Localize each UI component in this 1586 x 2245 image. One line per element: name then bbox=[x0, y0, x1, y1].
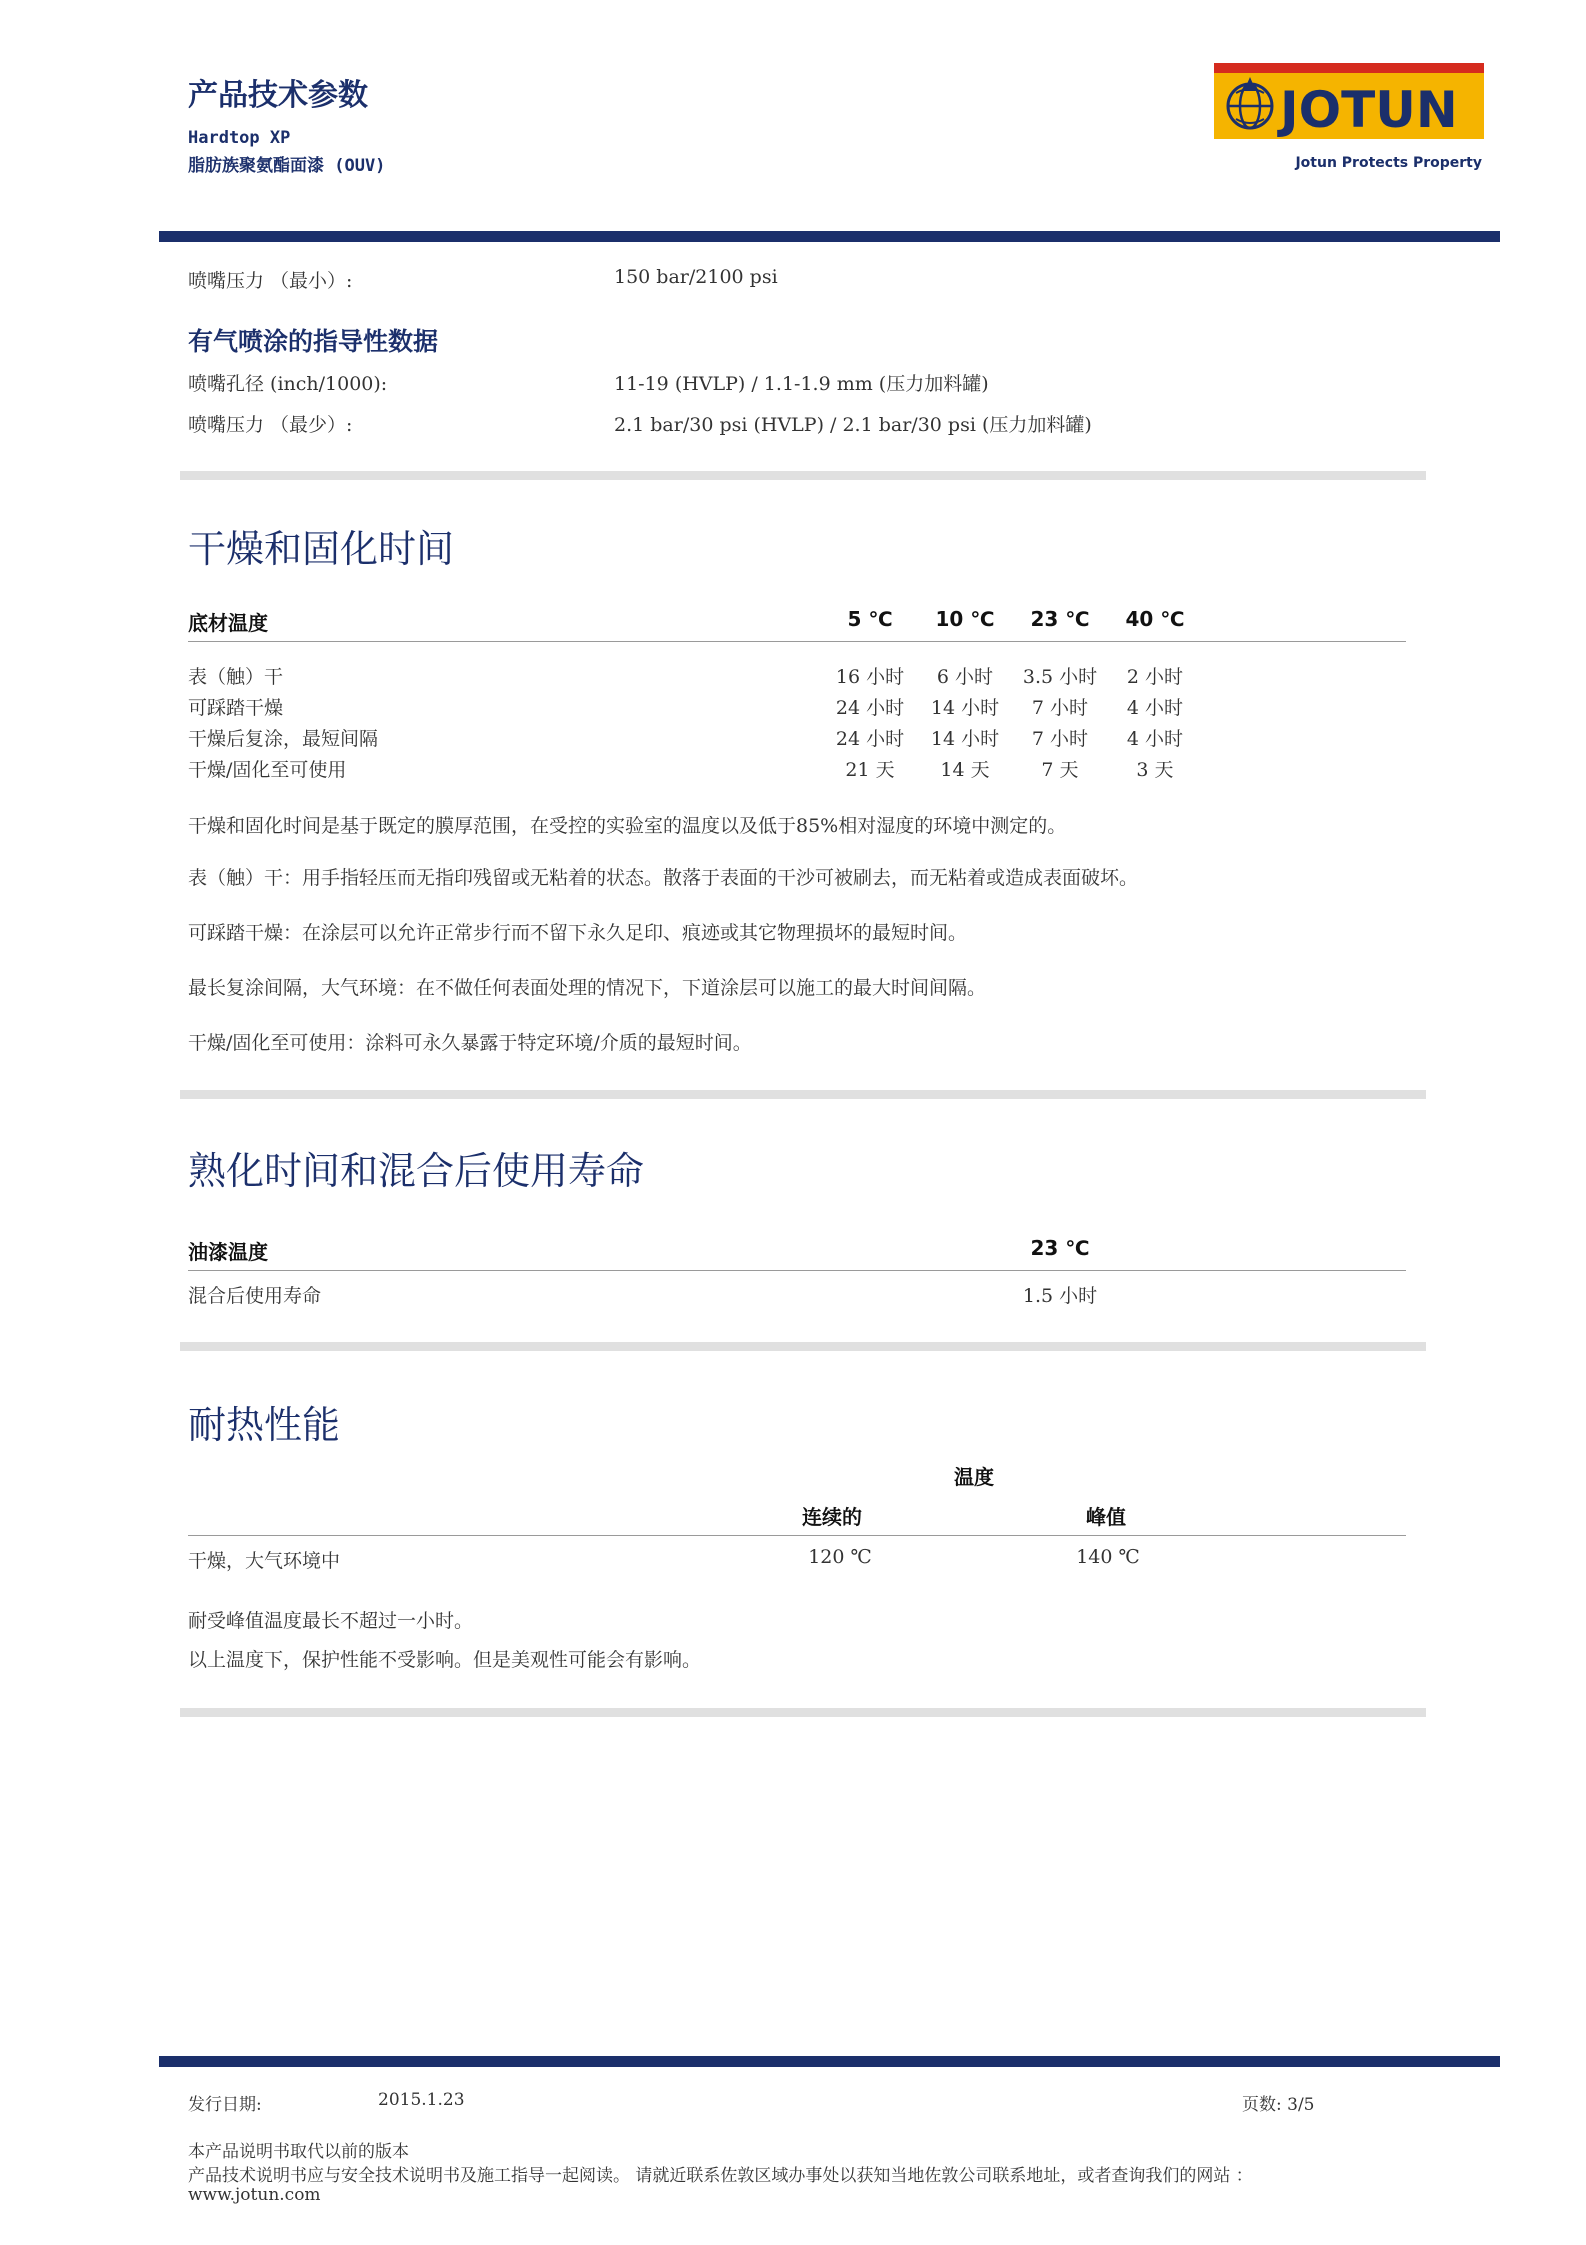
heat-row-label: 干燥，大气环境中 bbox=[188, 1550, 341, 1572]
heat-col-peak: 峰值 bbox=[1086, 1505, 1126, 1529]
jotun-logo bbox=[1214, 63, 1484, 173]
nozzle-size-label: 喷嘴孔径 (inch/1000): bbox=[188, 373, 388, 395]
nozzle-pressure-label: 喷嘴压力 （最少）: bbox=[188, 414, 353, 436]
drying-row-label: 干燥/固化至可使用 bbox=[188, 759, 347, 781]
drying-col-40c: 40 ℃ bbox=[1125, 607, 1185, 631]
section-divider bbox=[180, 1342, 1426, 1351]
potlife-header-label: 油漆温度 bbox=[188, 1240, 268, 1264]
airless-pressure-value: 150 bar/2100 psi bbox=[614, 266, 778, 288]
drying-cell: 21 天 bbox=[845, 759, 895, 781]
section-divider bbox=[180, 1090, 1426, 1099]
footer-line: 本产品说明书取代以前的版本 bbox=[188, 2142, 409, 2162]
heat-table-rule bbox=[188, 1535, 1406, 1536]
potlife-col-23c: 23 ℃ bbox=[1030, 1236, 1090, 1260]
drying-note: 干燥和固化时间是基于既定的膜厚范围，在受控的实验室的温度以及低于85%相对湿度的环境中测定的。 bbox=[188, 815, 1067, 837]
footer-line: 产品技术说明书应与安全技术说明书及施工指导一起阅读。 请就近联系佐敦区域办事处以获知当地佐敦公司联系地址，或者查询我们的网站 ： bbox=[188, 2166, 1253, 2186]
drying-note: 表（触）干：用手指轻压而无指印残留或无粘着的状态。散落于表面的干沙可被刷去，而无粘着或造成表面破坏。 bbox=[188, 867, 1139, 889]
potlife-row-label: 混合后使用寿命 bbox=[188, 1285, 322, 1307]
product-name: Hardtop XP bbox=[188, 128, 291, 148]
logo-wordmark: JOTUN bbox=[1280, 81, 1458, 139]
drying-cell: 14 小时 bbox=[930, 728, 1000, 750]
nozzle-pressure-value: 2.1 bar/30 psi (HVLP) / 2.1 bar/30 psi (压力加料罐) bbox=[614, 414, 1092, 436]
air-spray-heading: 有气喷涂的指导性数据 bbox=[188, 327, 439, 356]
section-divider bbox=[180, 471, 1426, 480]
website-link[interactable]: www.jotun.com bbox=[188, 2185, 321, 2205]
drying-note: 干燥/固化至可使用：涂料可永久暴露于特定环境/介质的最短时间。 bbox=[188, 1032, 752, 1054]
drying-cell: 24 小时 bbox=[835, 728, 905, 750]
drying-cell: 7 天 bbox=[1041, 759, 1079, 781]
drying-cell: 7 小时 bbox=[1031, 728, 1089, 750]
issue-date: 2015.1.23 bbox=[378, 2090, 465, 2110]
drying-col-23c: 23 ℃ bbox=[1030, 607, 1090, 631]
nozzle-size-value: 11-19 (HVLP) / 1.1-1.9 mm (压力加料罐) bbox=[614, 373, 989, 395]
drying-cell: 6 小时 bbox=[936, 666, 994, 688]
drying-col-5c: 5 ℃ bbox=[847, 607, 893, 631]
footer-rule bbox=[159, 2056, 1500, 2067]
airless-pressure-label: 喷嘴压力 （最小）: bbox=[188, 270, 353, 292]
header-rule bbox=[159, 231, 1500, 242]
potlife-heading: 熟化时间和混合后使用寿命 bbox=[188, 1149, 645, 1193]
heat-row-continuous: 120 ℃ bbox=[808, 1546, 872, 1568]
drying-cell: 3 天 bbox=[1136, 759, 1174, 781]
drying-note: 最长复涂间隔，大气环境：在不做任何表面处理的情况下，下道涂层可以施工的最大时间间隔。 bbox=[188, 977, 987, 999]
drying-cell: 14 小时 bbox=[930, 697, 1000, 719]
page-title: 产品技术参数 bbox=[188, 78, 368, 113]
page-number: 页数: 3/5 bbox=[1242, 2095, 1315, 2115]
drying-cell: 2 小时 bbox=[1126, 666, 1184, 688]
logo-tagline: Jotun Protects Property bbox=[1295, 155, 1482, 171]
heat-note: 耐受峰值温度最长不超过一小时。 bbox=[188, 1610, 474, 1632]
drying-cell: 24 小时 bbox=[835, 697, 905, 719]
potlife-row-value: 1.5 小时 bbox=[1022, 1285, 1098, 1307]
heat-heading: 耐热性能 bbox=[188, 1403, 341, 1447]
drying-row-label: 表（触）干 bbox=[188, 666, 284, 688]
drying-cell: 7 小时 bbox=[1031, 697, 1089, 719]
drying-cell: 16 小时 bbox=[835, 666, 905, 688]
drying-col-10c: 10 ℃ bbox=[935, 607, 995, 631]
drying-table-rule bbox=[188, 641, 1406, 642]
heat-note: 以上温度下，保护性能不受影响。但是美观性可能会有影响。 bbox=[188, 1649, 702, 1671]
drying-heading: 干燥和固化时间 bbox=[188, 527, 455, 571]
drying-cell: 3.5 小时 bbox=[1022, 666, 1098, 688]
product-description: 脂肪族聚氨酯面漆 (OUV) bbox=[188, 156, 386, 176]
section-divider bbox=[180, 1708, 1426, 1717]
potlife-table-rule bbox=[188, 1270, 1406, 1271]
heat-col-continuous: 连续的 bbox=[802, 1505, 862, 1529]
drying-note: 可踩踏干燥：在涂层可以允许正常步行而不留下永久足印、痕迹或其它物理损坏的最短时间。 bbox=[188, 922, 968, 944]
drying-table-header-label: 底材温度 bbox=[188, 611, 268, 635]
drying-cell: 4 小时 bbox=[1126, 697, 1184, 719]
drying-cell: 14 天 bbox=[940, 759, 990, 781]
heat-row-peak: 140 ℃ bbox=[1076, 1546, 1140, 1568]
drying-cell: 4 小时 bbox=[1126, 728, 1184, 750]
heat-group-header: 温度 bbox=[954, 1465, 994, 1489]
logo-red-bar bbox=[1214, 63, 1484, 73]
drying-row-label: 可踩踏干燥 bbox=[188, 697, 284, 719]
drying-row-label: 干燥后复涂，最短间隔 bbox=[188, 728, 379, 750]
issue-date-label: 发行日期: bbox=[188, 2095, 262, 2115]
